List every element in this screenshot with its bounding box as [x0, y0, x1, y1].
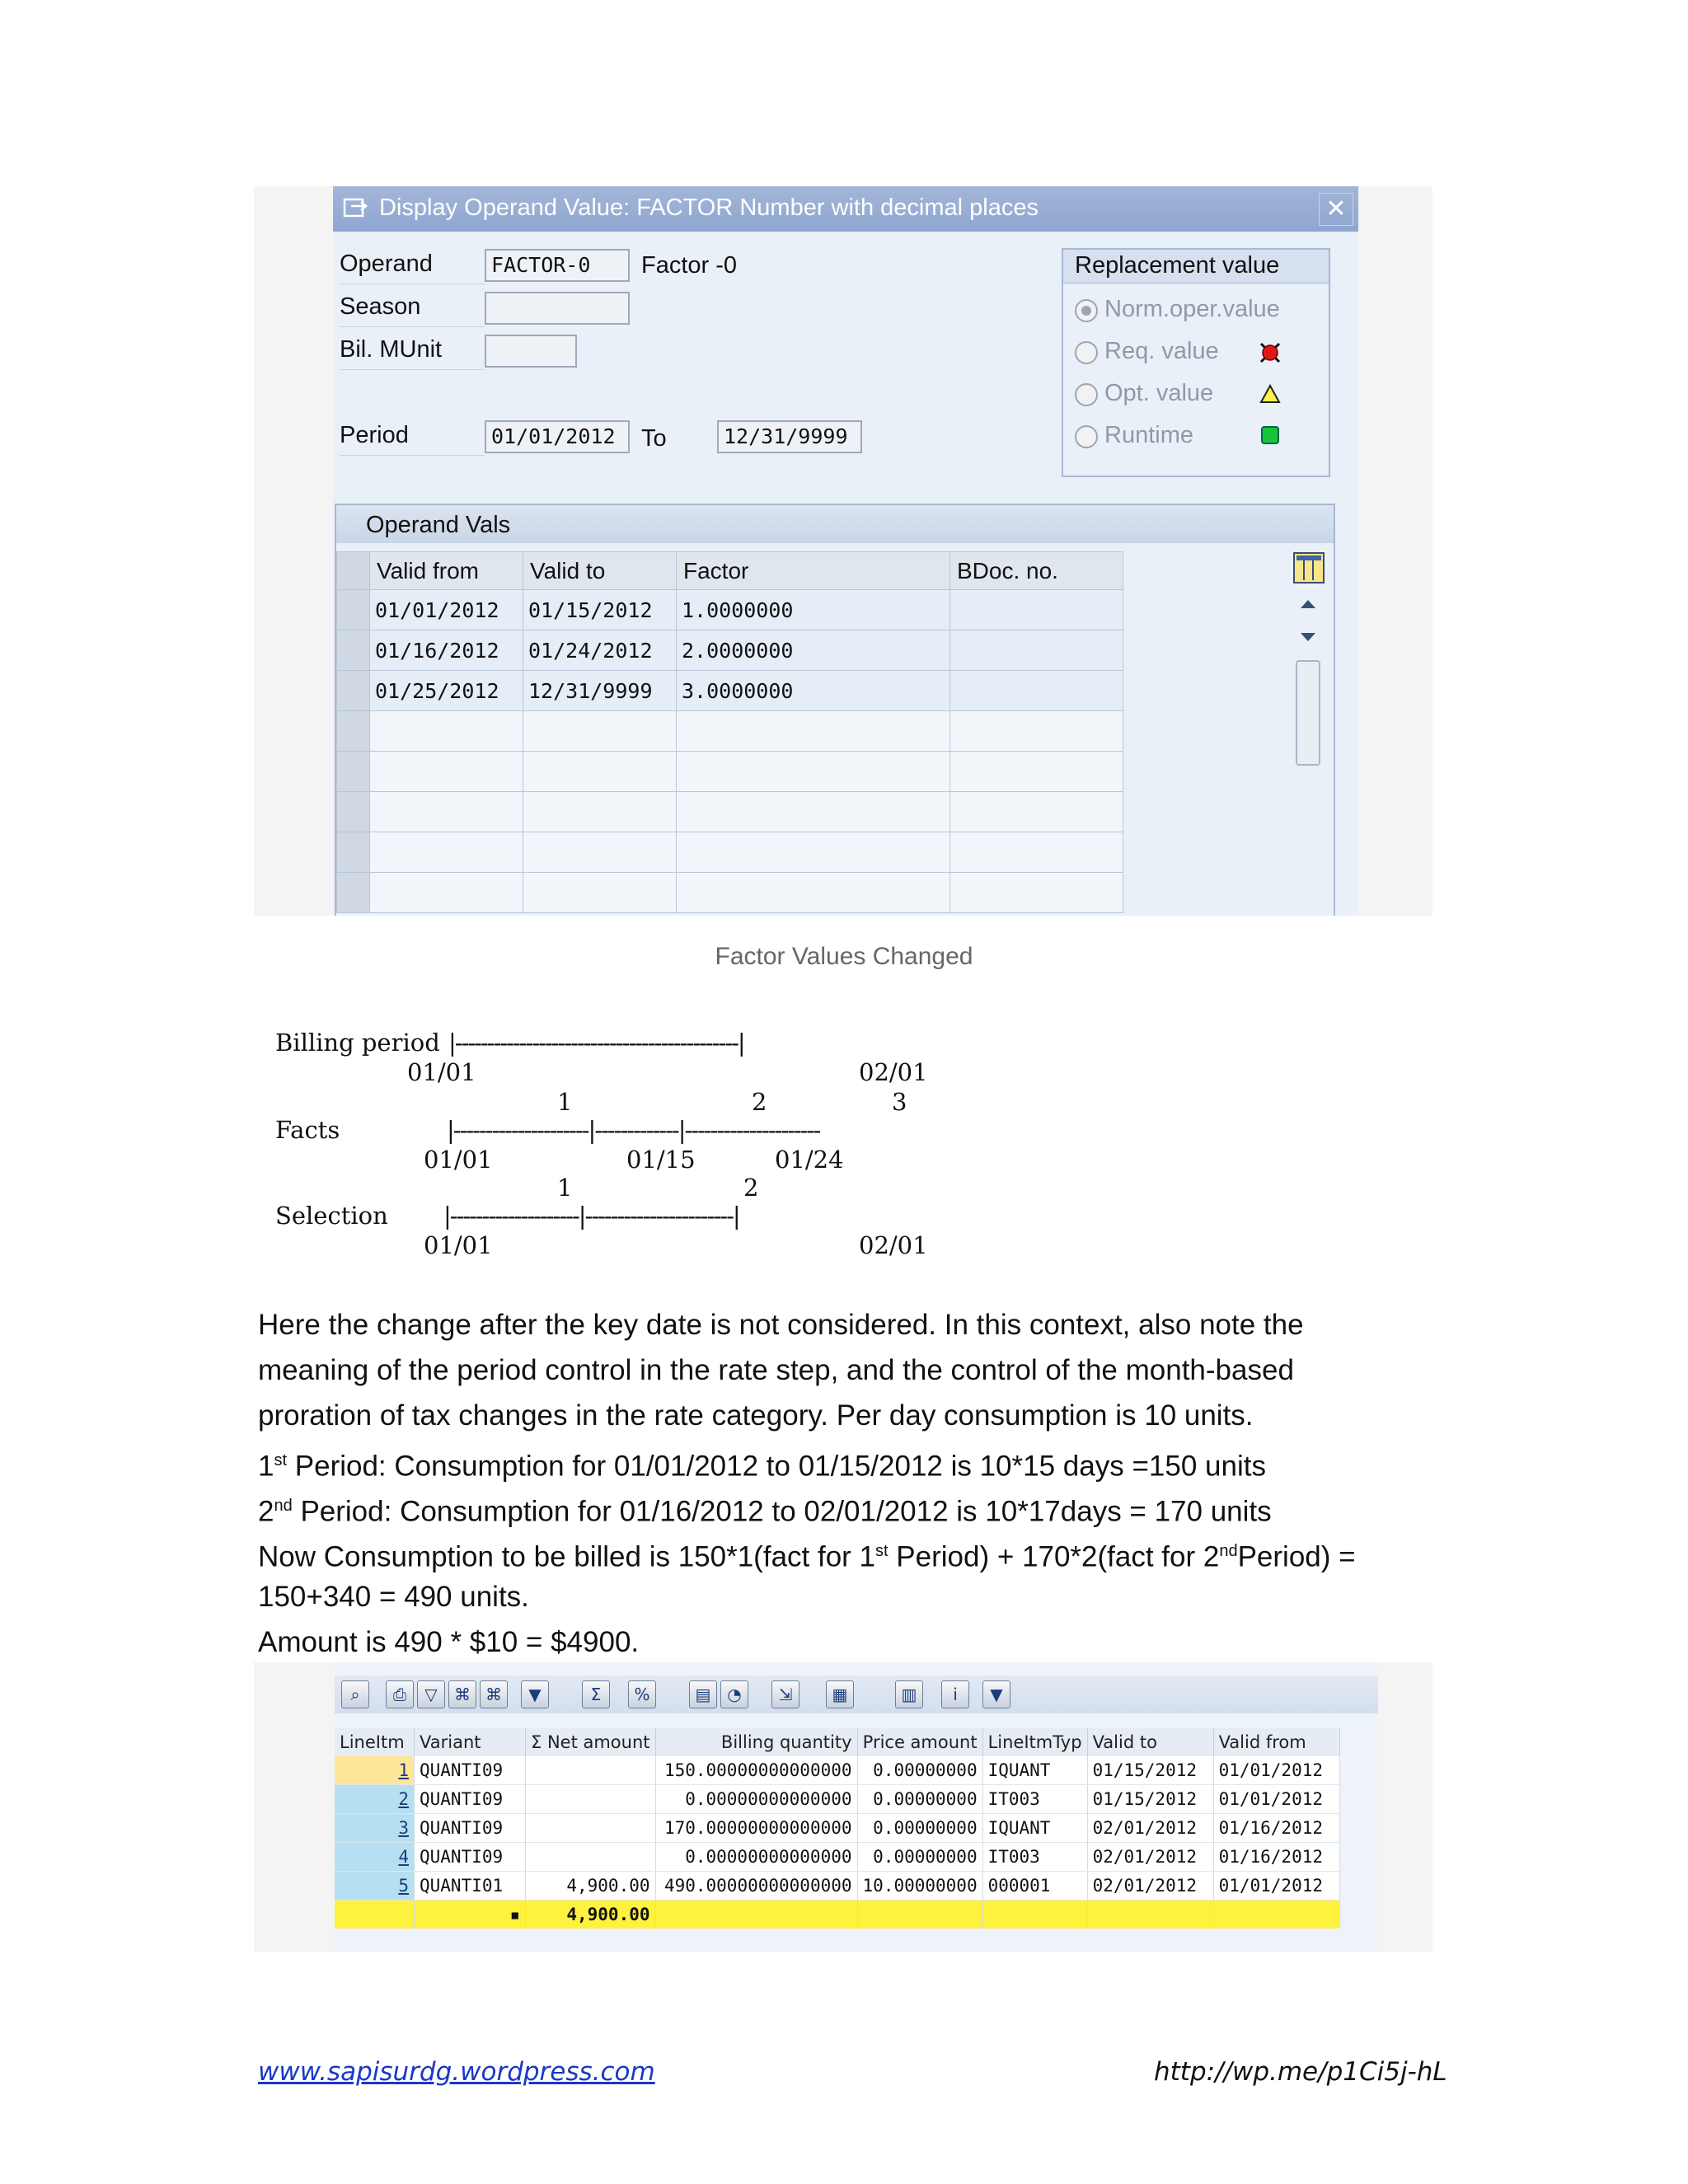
bil-munit-label: Bil. MUnit: [340, 336, 485, 370]
table-cell: [526, 1785, 656, 1814]
row-selector[interactable]: [337, 832, 370, 873]
line-item-link[interactable]: 1: [335, 1756, 415, 1785]
billing-start-date: 01/01: [407, 1058, 476, 1086]
export-icon[interactable]: ⇲: [771, 1680, 799, 1708]
table-cell: [982, 1900, 1087, 1929]
table-cell: QUANTI09: [415, 1843, 526, 1872]
radio-norm-oper-value[interactable]: [1075, 299, 1098, 322]
table-cell: 0.00000000: [857, 1843, 982, 1872]
table-cell: [335, 1900, 415, 1929]
table-cell: [526, 1843, 656, 1872]
billing-period-line: |--------------------------------------------|: [448, 1029, 744, 1057]
table-cell: 02/01/2012: [1087, 1814, 1213, 1843]
table-cell[interactable]: [370, 752, 523, 792]
table-cell: QUANTI09: [415, 1814, 526, 1843]
table-row[interactable]: [335, 1872, 1339, 1900]
period-timeline-diagram: [272, 1022, 1030, 1269]
column-header[interactable]: Valid to: [1087, 1728, 1213, 1756]
table-cell: [655, 1900, 857, 1929]
operand-vals-table: [336, 551, 1123, 913]
table-cell: QUANTI09: [415, 1785, 526, 1814]
line-item-link[interactable]: 2: [335, 1785, 415, 1814]
season-field[interactable]: [485, 292, 630, 325]
table-cell[interactable]: [950, 630, 1123, 671]
dialog-screenshot: [254, 186, 1432, 916]
scroll-up-icon[interactable]: [1297, 596, 1319, 612]
alv-toolbar: [335, 1675, 1378, 1713]
column-header[interactable]: Valid to: [523, 552, 677, 590]
filter-icon[interactable]: ▽: [417, 1680, 445, 1708]
table-cell: 170.00000000000000: [655, 1814, 857, 1843]
table-cell: 0.00000000000000: [655, 1785, 857, 1814]
replacement-value-title: Replacement value: [1075, 252, 1280, 279]
column-header[interactable]: LineItmTyp: [982, 1728, 1087, 1756]
radio-label: Req. value: [1104, 338, 1219, 364]
column-header[interactable]: Valid from: [1213, 1728, 1339, 1756]
selection-number-1: 1: [557, 1174, 573, 1202]
table-cell[interactable]: [950, 832, 1123, 873]
replacement-value-header: [1063, 250, 1329, 284]
column-header[interactable]: Billing quantity: [655, 1728, 857, 1756]
facts-line: |---------------------|-------------|---------------------: [447, 1116, 820, 1144]
figure-caption: Factor Values Changed: [715, 943, 973, 970]
graphic-icon[interactable]: ▥: [895, 1680, 923, 1708]
table-cell: 0.00000000000000: [655, 1843, 857, 1872]
row-selector[interactable]: [337, 671, 370, 711]
row-selector[interactable]: [337, 630, 370, 671]
table-cell: 10.00000000: [857, 1872, 982, 1900]
table-cell[interactable]: [677, 752, 950, 792]
table-cell[interactable]: [950, 752, 1123, 792]
billing-period-label: Billing period: [275, 1029, 440, 1057]
table-cell: IT003: [982, 1785, 1087, 1814]
table-cell: [1087, 1900, 1213, 1929]
selection-label: Selection: [275, 1202, 388, 1230]
table-row[interactable]: [337, 752, 1123, 792]
find-next-icon[interactable]: ⌘: [480, 1680, 508, 1708]
red-light-icon: [1258, 340, 1282, 365]
selection-end-date: 02/01: [859, 1231, 928, 1259]
row-selector[interactable]: [337, 873, 370, 913]
line-item-link[interactable]: 3: [335, 1814, 415, 1843]
radio-req-value[interactable]: [1075, 341, 1098, 364]
table-cell: 0.00000000: [857, 1814, 982, 1843]
footer-website-link[interactable]: www.sapisurdg.wordpress.com: [258, 2057, 655, 2087]
text: Period) =: [1237, 1540, 1356, 1573]
table-cell: 01/15/2012: [1087, 1756, 1213, 1785]
line-item-link[interactable]: 5: [335, 1872, 415, 1900]
body-line-7: 150+340 = 490 units.: [258, 1581, 529, 1613]
table-cell: 0.00000000: [857, 1785, 982, 1814]
table-cell: 4,900.00: [526, 1872, 656, 1900]
selection-number-2: 2: [743, 1174, 759, 1202]
table-cell[interactable]: 3.0000000: [677, 671, 950, 711]
find-icon[interactable]: ⌘: [448, 1680, 476, 1708]
table-row[interactable]: [335, 1814, 1339, 1843]
billing-end-date: 02/01: [859, 1058, 928, 1086]
radio-label: Runtime: [1104, 422, 1193, 448]
billing-line-items-table: [335, 1728, 1340, 1929]
scrollbar-thumb[interactable]: [1296, 660, 1320, 766]
table-cell[interactable]: [370, 792, 523, 832]
radio-label: Opt. value: [1104, 380, 1214, 406]
table-cell: 150.00000000000000: [655, 1756, 857, 1785]
display-icon: [343, 196, 369, 219]
alv-screenshot: [254, 1662, 1432, 1952]
table-cell: IQUANT: [982, 1814, 1087, 1843]
table-cell: [857, 1900, 982, 1929]
facts-date-1: 01/01: [424, 1146, 493, 1174]
table-cell[interactable]: 2.0000000: [677, 630, 950, 671]
table-cell[interactable]: 01/01/2012: [370, 590, 523, 630]
period-to-field[interactable]: 12/31/9999: [717, 420, 862, 453]
table-cell[interactable]: [677, 711, 950, 752]
body-line-6: [258, 1529, 1356, 1580]
table-row[interactable]: [337, 590, 1123, 630]
operand-vals-title: Operand Vals: [366, 512, 511, 538]
line-item-link[interactable]: 4: [335, 1843, 415, 1872]
body-line-5: [258, 1483, 1272, 1535]
table-cell: 01/16/2012: [1213, 1843, 1339, 1872]
table-cell[interactable]: [370, 832, 523, 873]
operand-vals-group: [335, 504, 1335, 916]
body-line-2: meaning of the period control in the rate step, and the control of the month-based: [258, 1354, 1294, 1386]
subtotal-icon[interactable]: %: [628, 1680, 656, 1708]
footer-short-link: http://wp.me/p1Ci5j-hL: [1154, 2057, 1447, 2087]
table-cell[interactable]: [523, 832, 677, 873]
table-cell[interactable]: [950, 590, 1123, 630]
dialog-title: Display Operand Value: FACTOR Number with decimal places: [379, 194, 1039, 221]
column-header[interactable]: Factor: [677, 552, 950, 590]
facts-number-1: 1: [557, 1088, 573, 1116]
table-row[interactable]: [337, 711, 1123, 752]
replacement-value-group: [1062, 248, 1330, 477]
print-icon[interactable]: ⎙: [386, 1680, 414, 1708]
table-cell: 490.00000000000000: [655, 1872, 857, 1900]
selection-start-date: 01/01: [424, 1231, 493, 1259]
table-cell[interactable]: [950, 792, 1123, 832]
table-cell: [526, 1756, 656, 1785]
superscript: nd: [1219, 1542, 1238, 1560]
text: Period: Consumption for 01/01/2012 to 01/15/2012 is 10*15 days =150 units: [287, 1450, 1266, 1483]
radio-opt-value[interactable]: [1075, 383, 1098, 406]
column-header[interactable]: BDoc. no.: [950, 552, 1123, 590]
table-cell: 01/01/2012: [1213, 1872, 1339, 1900]
superscript: st: [274, 1451, 288, 1469]
facts-label: Facts: [275, 1116, 340, 1144]
column-header[interactable]: Variant: [415, 1728, 526, 1756]
table-cell[interactable]: [370, 873, 523, 913]
period-from-field[interactable]: 01/01/2012: [485, 420, 630, 453]
column-header[interactable]: Valid from: [370, 552, 523, 590]
table-cell: 01/01/2012: [1213, 1785, 1339, 1814]
season-label: Season: [340, 293, 485, 327]
views-icon[interactable]: ◔: [720, 1680, 748, 1708]
text: Period) + 170*2(fact for 2: [888, 1540, 1220, 1573]
table-row[interactable]: [337, 630, 1123, 671]
table-cell[interactable]: 1.0000000: [677, 590, 950, 630]
table-cell: 02/01/2012: [1087, 1872, 1213, 1900]
table-cell: QUANTI09: [415, 1756, 526, 1785]
table-cell[interactable]: 01/24/2012: [523, 630, 677, 671]
superscript: nd: [274, 1497, 293, 1515]
table-cell[interactable]: [950, 671, 1123, 711]
radio-runtime[interactable]: [1075, 425, 1098, 448]
table-cell: 0.00000000: [857, 1756, 982, 1785]
column-header[interactable]: Σ Net amount: [526, 1728, 656, 1756]
text: Now Consumption to be billed is 150*1(fact for 1: [258, 1540, 876, 1573]
text: Period: Consumption for 01/16/2012 to 02/01/2012 is 10*17days = 170 units: [292, 1495, 1272, 1528]
table-cell[interactable]: [950, 873, 1123, 913]
table-cell: QUANTI01: [415, 1872, 526, 1900]
yellow-warning-icon: [1259, 383, 1281, 405]
table-cell[interactable]: [523, 873, 677, 913]
table-cell[interactable]: [523, 711, 677, 752]
set-filter-icon[interactable]: ▼: [521, 1680, 549, 1708]
table-cell[interactable]: [370, 711, 523, 752]
table-row[interactable]: [337, 671, 1123, 711]
body-line-3: proration of tax changes in the rate category. Per day consumption is 10 units.: [258, 1399, 1254, 1432]
table-cell[interactable]: 01/15/2012: [523, 590, 677, 630]
green-status-icon: [1259, 424, 1281, 446]
body-line-1: Here the change after the key date is not considered. In this context, also note the: [258, 1309, 1304, 1341]
table-row[interactable]: [337, 873, 1123, 913]
table-cell[interactable]: [523, 792, 677, 832]
table-cell: 01/01/2012: [1213, 1756, 1339, 1785]
table-cell: IQUANT: [982, 1756, 1087, 1785]
row-selector[interactable]: [337, 711, 370, 752]
table-cell[interactable]: 01/25/2012: [370, 671, 523, 711]
info-icon[interactable]: i: [941, 1680, 969, 1708]
operand-label: Operand: [340, 251, 485, 284]
operand-field[interactable]: FACTOR-0: [485, 249, 630, 282]
total-icon[interactable]: Σ: [582, 1680, 610, 1708]
filter-funnel-icon[interactable]: ▼: [982, 1680, 1010, 1708]
text: 2: [258, 1495, 274, 1528]
table-row[interactable]: [337, 832, 1123, 873]
facts-date-2: 01/15: [626, 1146, 696, 1174]
operand-vals-header: [336, 505, 1334, 543]
details-icon[interactable]: ⌕: [341, 1680, 369, 1708]
selection-line: |--------------------|-----------------------|: [443, 1202, 739, 1230]
bil-munit-field[interactable]: [485, 335, 577, 368]
facts-number-2: 2: [752, 1088, 767, 1116]
table-cell[interactable]: [677, 832, 950, 873]
table-cell: 01/16/2012: [1213, 1814, 1339, 1843]
table-cell: 000001: [982, 1872, 1087, 1900]
radio-label: Norm.oper.value: [1104, 296, 1280, 322]
text: 1: [258, 1450, 274, 1483]
column-layout-icon[interactable]: [1292, 551, 1325, 584]
table-cell: 01/15/2012: [1087, 1785, 1213, 1814]
column-header[interactable]: LineItm: [335, 1728, 415, 1756]
table-row[interactable]: [335, 1843, 1339, 1872]
table-cell: IT003: [982, 1843, 1087, 1872]
operand-description: Factor -0: [641, 252, 738, 279]
select-all-cell[interactable]: [337, 552, 370, 590]
layout-icon[interactable]: ▦: [826, 1680, 854, 1708]
total-row: [335, 1900, 1339, 1929]
table-row[interactable]: [337, 792, 1123, 832]
table-row[interactable]: [335, 1756, 1339, 1785]
table-cell[interactable]: 01/16/2012: [370, 630, 523, 671]
facts-number-3: 3: [892, 1088, 907, 1116]
body-line-8: Amount is 490 * $10 = $4900.: [258, 1626, 640, 1658]
row-selector[interactable]: [337, 792, 370, 832]
operand-value-dialog: [333, 186, 1358, 916]
superscript: st: [875, 1542, 889, 1560]
alv-grid: [335, 1662, 1378, 1952]
column-header[interactable]: Price amount: [857, 1728, 982, 1756]
table-cell: [526, 1814, 656, 1843]
table-cell[interactable]: [677, 873, 950, 913]
table-cell: 02/01/2012: [1087, 1843, 1213, 1872]
table-cell: [1213, 1900, 1339, 1929]
table-cell[interactable]: 12/31/9999: [523, 671, 677, 711]
period-to-label: To: [641, 425, 667, 452]
table-cell[interactable]: [950, 711, 1123, 752]
scroll-down-icon[interactable]: [1297, 629, 1319, 645]
period-label: Period: [340, 422, 485, 456]
facts-date-3: 01/24: [775, 1146, 844, 1174]
total-net-amount: 4,900.00: [526, 1900, 656, 1929]
table-cell[interactable]: [677, 792, 950, 832]
row-selector[interactable]: [337, 590, 370, 630]
dialog-title-bar: [333, 186, 1358, 232]
close-button[interactable]: ✕: [1319, 193, 1353, 226]
table-row[interactable]: [335, 1785, 1339, 1814]
table-cell[interactable]: [523, 752, 677, 792]
row-selector[interactable]: [337, 752, 370, 792]
print-preview-icon[interactable]: ▤: [689, 1680, 717, 1708]
body-line-4: [258, 1438, 1266, 1489]
total-marker: ▪: [415, 1900, 526, 1929]
